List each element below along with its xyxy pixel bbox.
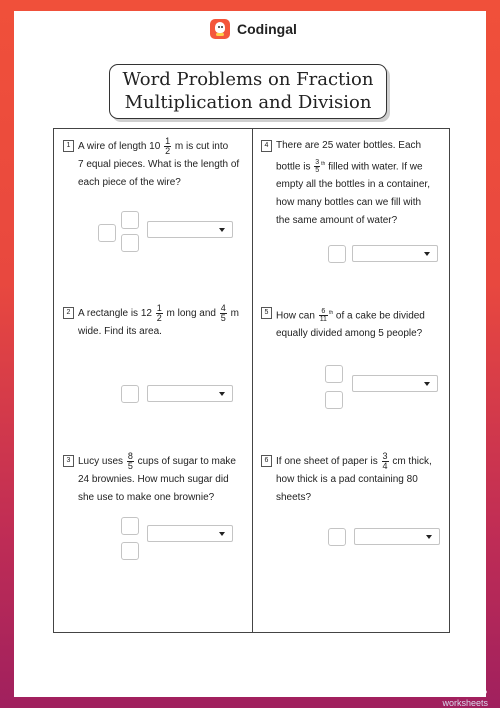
answer-numerator-input[interactable] [121,517,139,535]
question-3 [66,451,258,507]
unit-dropdown[interactable] [147,385,233,402]
question-text-line: she use to make one brownie? [78,492,215,504]
fraction: $\frac{1}{2}$ [165,136,171,156]
question-text-line: empty all the bottles in a container, [276,179,430,191]
question-text-line: Lucy uses $\frac{8}{5}$ cups of sugar to make [78,451,236,471]
question-text-line: How can $\frac{6}{11}$ $^{th}$ of a cake be divided [276,308,425,324]
question-number: 6 [261,455,272,467]
question-number: 2 [63,307,74,319]
question-text-line: 24 brownies. How much sugar did [78,474,229,486]
unit-dropdown[interactable] [352,375,438,392]
question-number: 1 [63,140,74,152]
question-text-line: bottle is $\frac{3}{5}$ $^{th}$ filled with water. If we [276,159,423,175]
question-2 [66,303,258,341]
answer-whole-input[interactable] [121,385,139,403]
fraction: $\frac{3}{5}$ [315,159,320,175]
answer-whole-input[interactable] [98,224,116,242]
question-6 [264,451,456,507]
answer-denominator-input[interactable] [121,542,139,560]
logo-text: Codingal [237,21,297,37]
answer-numerator-input[interactable] [325,365,343,383]
unit-dropdown[interactable] [147,525,233,542]
question-text-line: 7 equal pieces. What is the length of [78,159,240,171]
question-text-line: sheets? [276,492,312,504]
question-text-line: A rectangle is 12 $\frac{1}{2}$ m long and $\frac{4}{5}$ m [78,303,239,323]
question-grid [53,128,450,633]
fraction: $\frac{1}{2}$ [156,303,162,323]
question-5 [264,304,456,343]
question-text-line: equally divided among 5 people? [276,328,423,340]
question-text-line: how thick is a pad containing 80 [276,474,418,486]
question-1 [66,136,258,192]
fraction: $\frac{3}{4}$ [382,451,388,471]
fraction: $\frac{8}{5}$ [127,451,133,471]
fraction: $\frac{4}{5}$ [220,303,226,323]
question-text-line: A wire of length 10 $\frac{1}{2}$ m is cut into [78,136,229,156]
penguin-icon [210,19,230,39]
title-line-2: Multiplication and Division [124,92,372,113]
question-number: 3 [63,455,74,467]
page-title [109,64,387,119]
unit-dropdown[interactable] [352,245,438,262]
answer-numerator-input[interactable] [121,211,139,229]
unit-dropdown[interactable] [354,528,440,545]
answer-whole-input[interactable] [328,528,346,546]
question-number: 4 [261,140,272,152]
question-text-line: wide. Find its area. [78,326,162,338]
worksheet-page [14,11,486,697]
top-worksheets-brand: TOP worksheets [442,689,488,708]
answer-whole-input[interactable] [328,245,346,263]
question-text-line: how many bottles can we fill with [276,197,422,209]
title-line-1: Word Problems on Fraction [122,69,374,90]
answer-denominator-input[interactable] [325,391,343,409]
fraction: $\frac{6}{11}$ [319,308,327,324]
question-text-line: If one sheet of paper is $\frac{3}{4}$ cm thick, [276,451,432,471]
question-text-line: each piece of the wire? [78,177,181,189]
question-text-line: the same amount of water? [276,215,398,227]
question-4 [264,137,456,230]
question-text-line: There are 25 water bottles. Each [276,140,422,151]
unit-dropdown[interactable] [147,221,233,238]
column-divider [252,129,253,632]
answer-denominator-input[interactable] [121,234,139,252]
question-number: 5 [261,307,272,319]
brand-logo [210,18,297,40]
